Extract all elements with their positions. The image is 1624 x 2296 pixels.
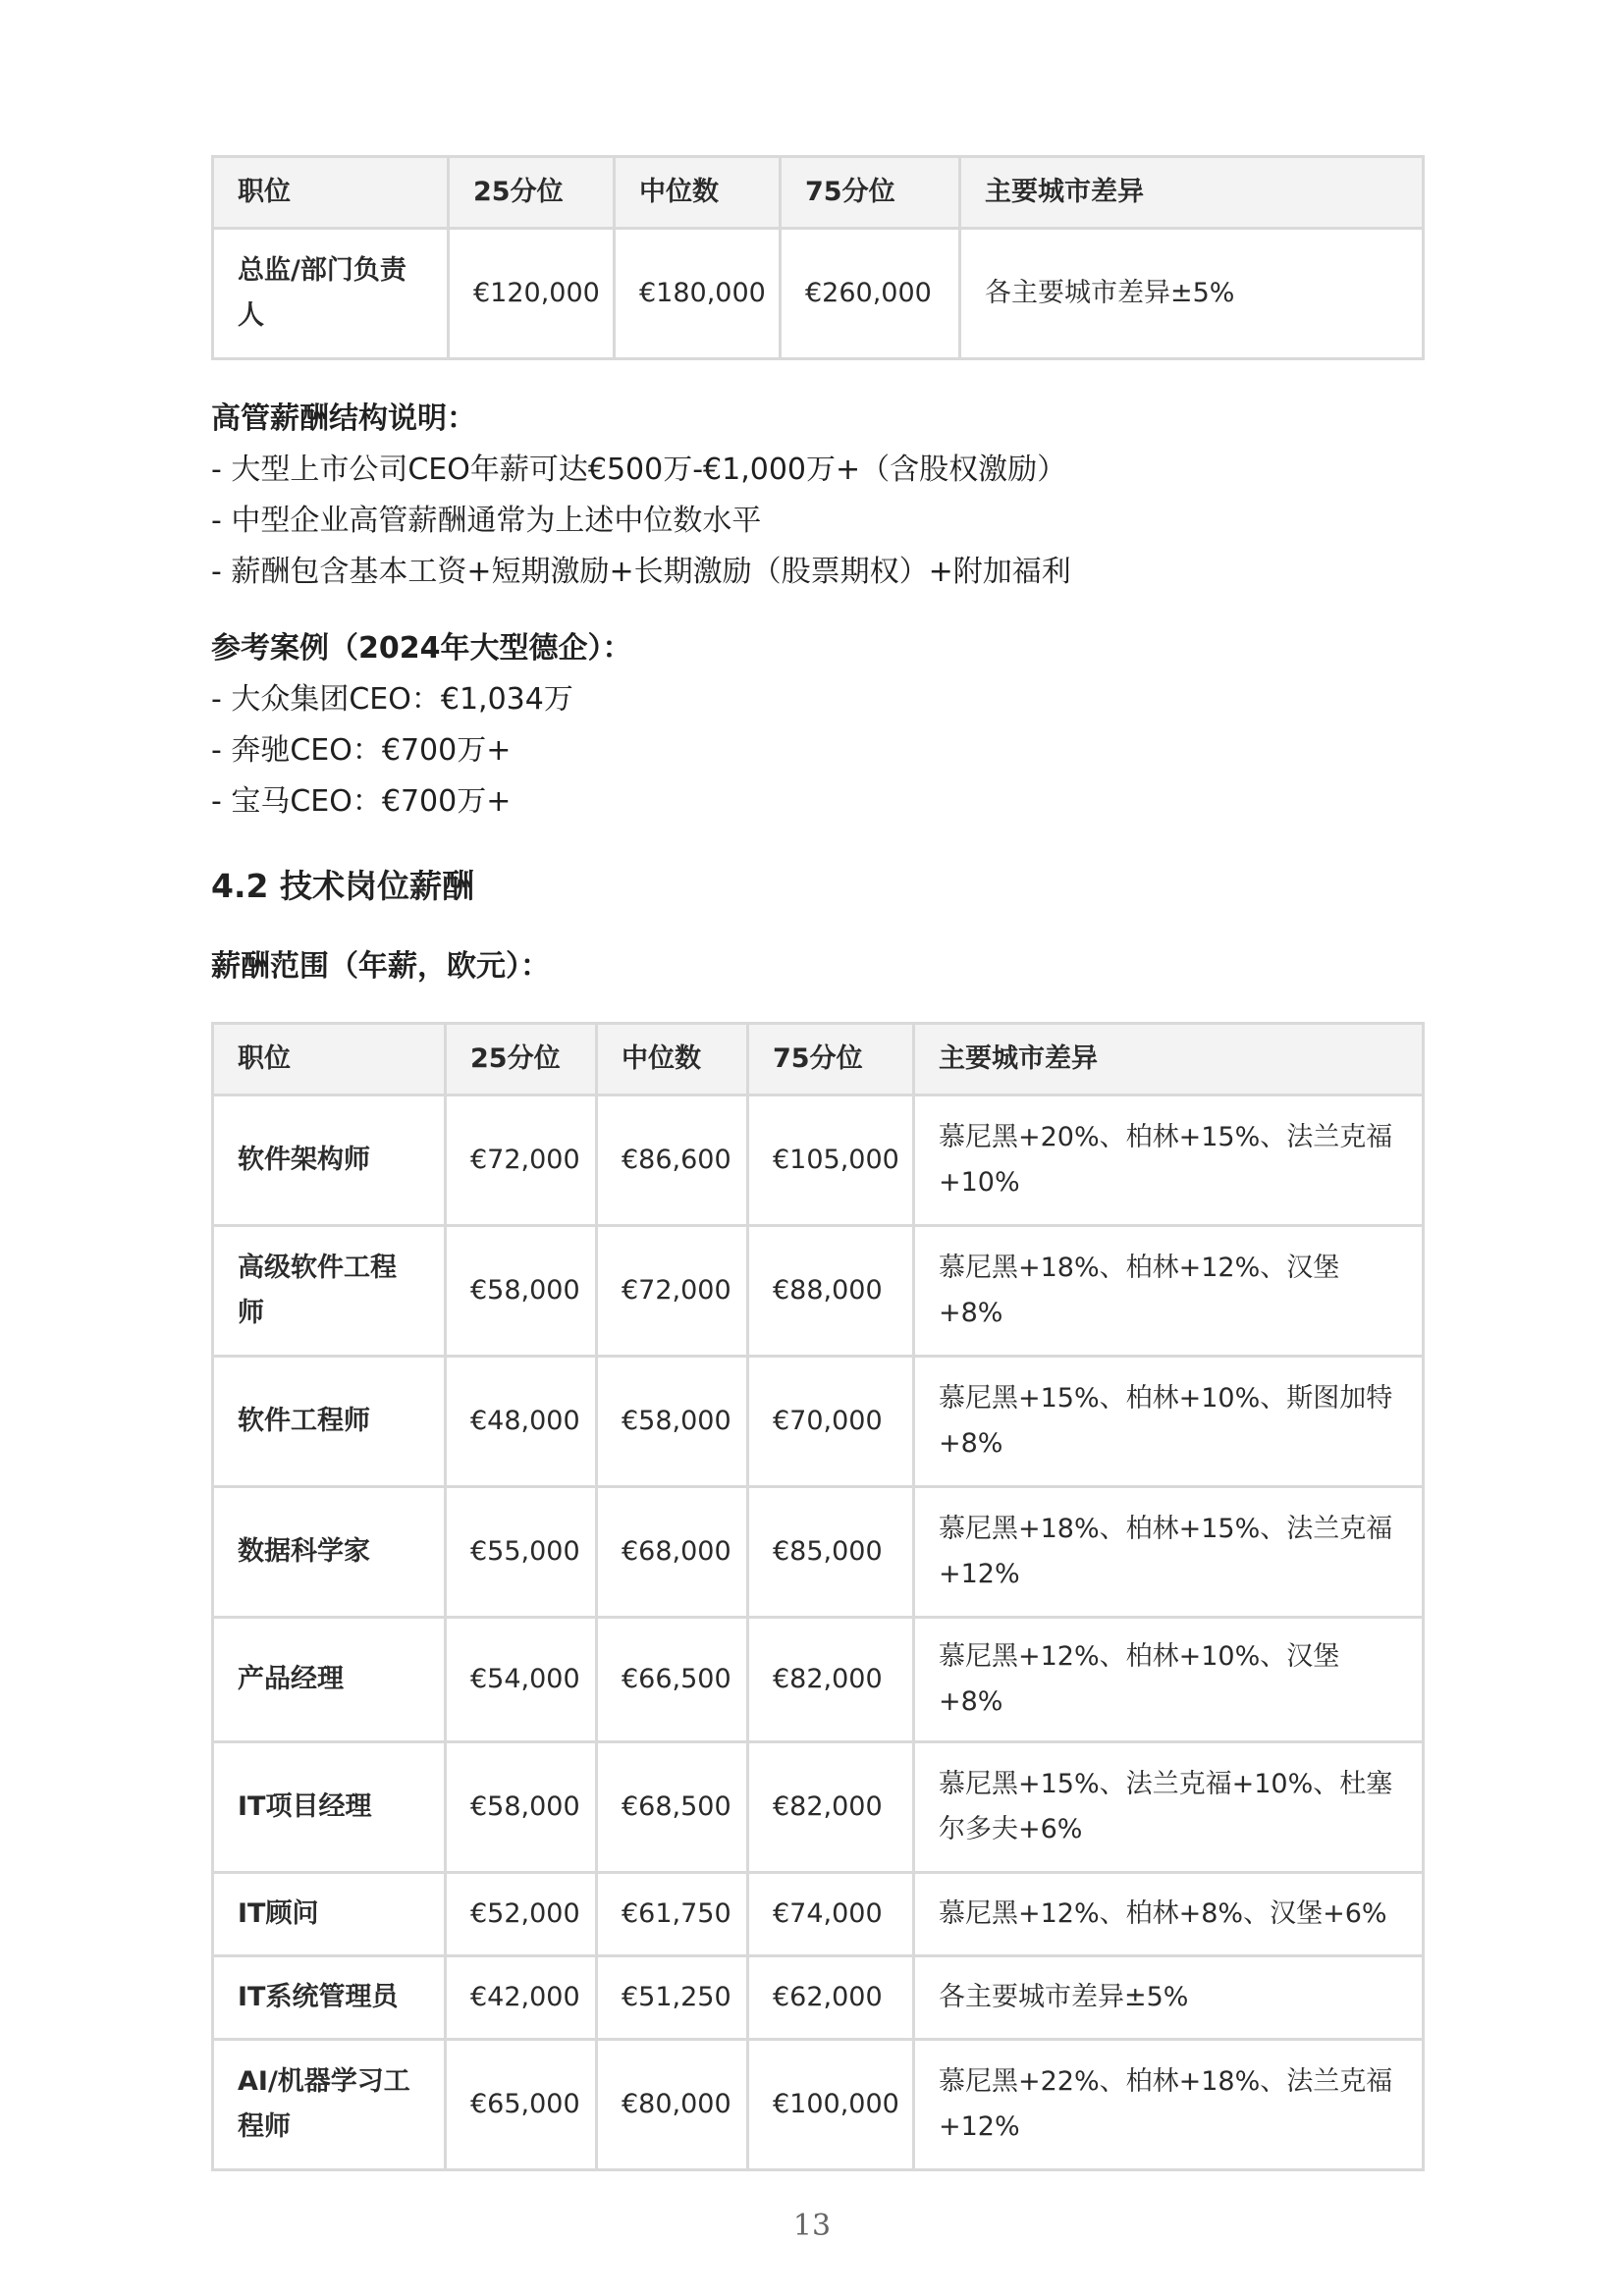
cell-position: 总监/部门负责人 [213,229,449,359]
cell-city-diff: 慕尼黑+20%、柏林+15%、法兰克福+10% [914,1095,1424,1226]
cell-city-diff: 慕尼黑+18%、柏林+12%、汉堡+8% [914,1226,1424,1357]
cell-p25: €120,000 [449,229,615,359]
tech-salary-table [211,1022,1425,2171]
cell-p25: €42,000 [446,1956,597,2040]
exec-structure-line: - 中型企业高管薪酬通常为上述中位数水平 [211,504,762,538]
cell-position: 高级软件工程师 [213,1226,446,1357]
table-row [213,1357,1424,1487]
table-row [213,229,1424,359]
cell-p75: €105,000 [748,1095,914,1226]
cell-median: €51,250 [597,1956,748,2040]
table-row [213,1618,1424,1742]
cell-p75: €88,000 [748,1226,914,1357]
cell-position: 软件架构师 [213,1095,446,1226]
cell-city-diff: 慕尼黑+22%、柏林+18%、法兰克福+12% [914,2040,1424,2170]
section-heading: 4.2 技术岗位薪酬 [211,867,474,905]
cell-p75: €85,000 [748,1487,914,1618]
cell-position: 软件工程师 [213,1357,446,1487]
cell-median: €58,000 [597,1357,748,1487]
col-header-median: 中位数 [615,157,781,229]
cell-median: €68,000 [597,1487,748,1618]
table-row [213,1956,1424,2040]
cell-p25: €58,000 [446,1226,597,1357]
cell-city-diff: 慕尼黑+15%、柏林+10%、斯图加特+8% [914,1357,1424,1487]
cell-p75: €260,000 [781,229,960,359]
cell-p25: €65,000 [446,2040,597,2170]
cell-position: 产品经理 [213,1618,446,1742]
page-number: 13 [792,2209,832,2243]
cell-median: €61,750 [597,1873,748,1956]
cell-p75: €62,000 [748,1956,914,2040]
cell-position: AI/机器学习工程师 [213,2040,446,2170]
cell-p25: €54,000 [446,1618,597,1742]
table-row [213,1873,1424,1956]
cell-position: 数据科学家 [213,1487,446,1618]
cell-median: €180,000 [615,229,781,359]
col-header-p25: 25分位 [449,157,615,229]
table-row [213,1226,1424,1357]
col-header-position: 职位 [213,1024,446,1095]
cell-p25: €58,000 [446,1742,597,1873]
cell-position: IT系统管理员 [213,1956,446,2040]
cell-median: €68,500 [597,1742,748,1873]
exec-structure-line: - 大型上市公司CEO年薪可达€500万-€1,000万+（含股权激励） [211,453,1067,487]
page-content [211,155,1422,2171]
table-row [213,1095,1424,1226]
cell-position: IT项目经理 [213,1742,446,1873]
case-line: - 大众集团CEO：€1,034万 [211,682,573,717]
cell-median: €66,500 [597,1618,748,1742]
cell-p25: €72,000 [446,1095,597,1226]
salary-range-label: 薪酬范围（年薪，欧元）： [211,949,550,984]
executive-salary-table [211,155,1425,360]
col-header-city-diff: 主要城市差异 [960,157,1424,229]
exec-structure-notes [211,394,1422,828]
cell-p25: €48,000 [446,1357,597,1487]
cell-p25: €52,000 [446,1873,597,1956]
col-header-p75: 75分位 [781,157,960,229]
cell-position: IT顾问 [213,1873,446,1956]
cell-p75: €82,000 [748,1618,914,1742]
table-row [213,1742,1424,1873]
exec-structure-line: - 薪酬包含基本工资+短期激励+长期激励（股票期权）+附加福利 [211,555,1071,589]
cell-city-diff: 各主要城市差异±5% [914,1956,1424,2040]
case-line: - 奔驰CEO：€700万+ [211,733,512,768]
table-row [213,2040,1424,2170]
cell-city-diff: 各主要城市差异±5% [960,229,1424,359]
col-header-p75: 75分位 [748,1024,914,1095]
cell-median: €72,000 [597,1226,748,1357]
cell-p75: €74,000 [748,1873,914,1956]
cell-median: €86,600 [597,1095,748,1226]
col-header-median: 中位数 [597,1024,748,1095]
cell-p75: €70,000 [748,1357,914,1487]
cell-p25: €55,000 [446,1487,597,1618]
cell-city-diff: 慕尼黑+12%、柏林+8%、汉堡+6% [914,1873,1424,1956]
cell-city-diff: 慕尼黑+18%、柏林+15%、法兰克福+12% [914,1487,1424,1618]
cases-title: 参考案例（2024年大型德企）： [211,631,632,666]
cell-city-diff: 慕尼黑+12%、柏林+10%、汉堡+8% [914,1618,1424,1742]
case-line: - 宝马CEO：€700万+ [211,784,512,819]
table-header-row [213,157,1424,229]
cell-p75: €100,000 [748,2040,914,2170]
cell-median: €80,000 [597,2040,748,2170]
table-header-row [213,1024,1424,1095]
col-header-position: 职位 [213,157,449,229]
cell-p75: €82,000 [748,1742,914,1873]
exec-structure-title: 高管薪酬结构说明： [211,401,476,436]
col-header-p25: 25分位 [446,1024,597,1095]
col-header-city-diff: 主要城市差异 [914,1024,1424,1095]
table-row [213,1487,1424,1618]
cell-city-diff: 慕尼黑+15%、法兰克福+10%、杜塞尔多夫+6% [914,1742,1424,1873]
